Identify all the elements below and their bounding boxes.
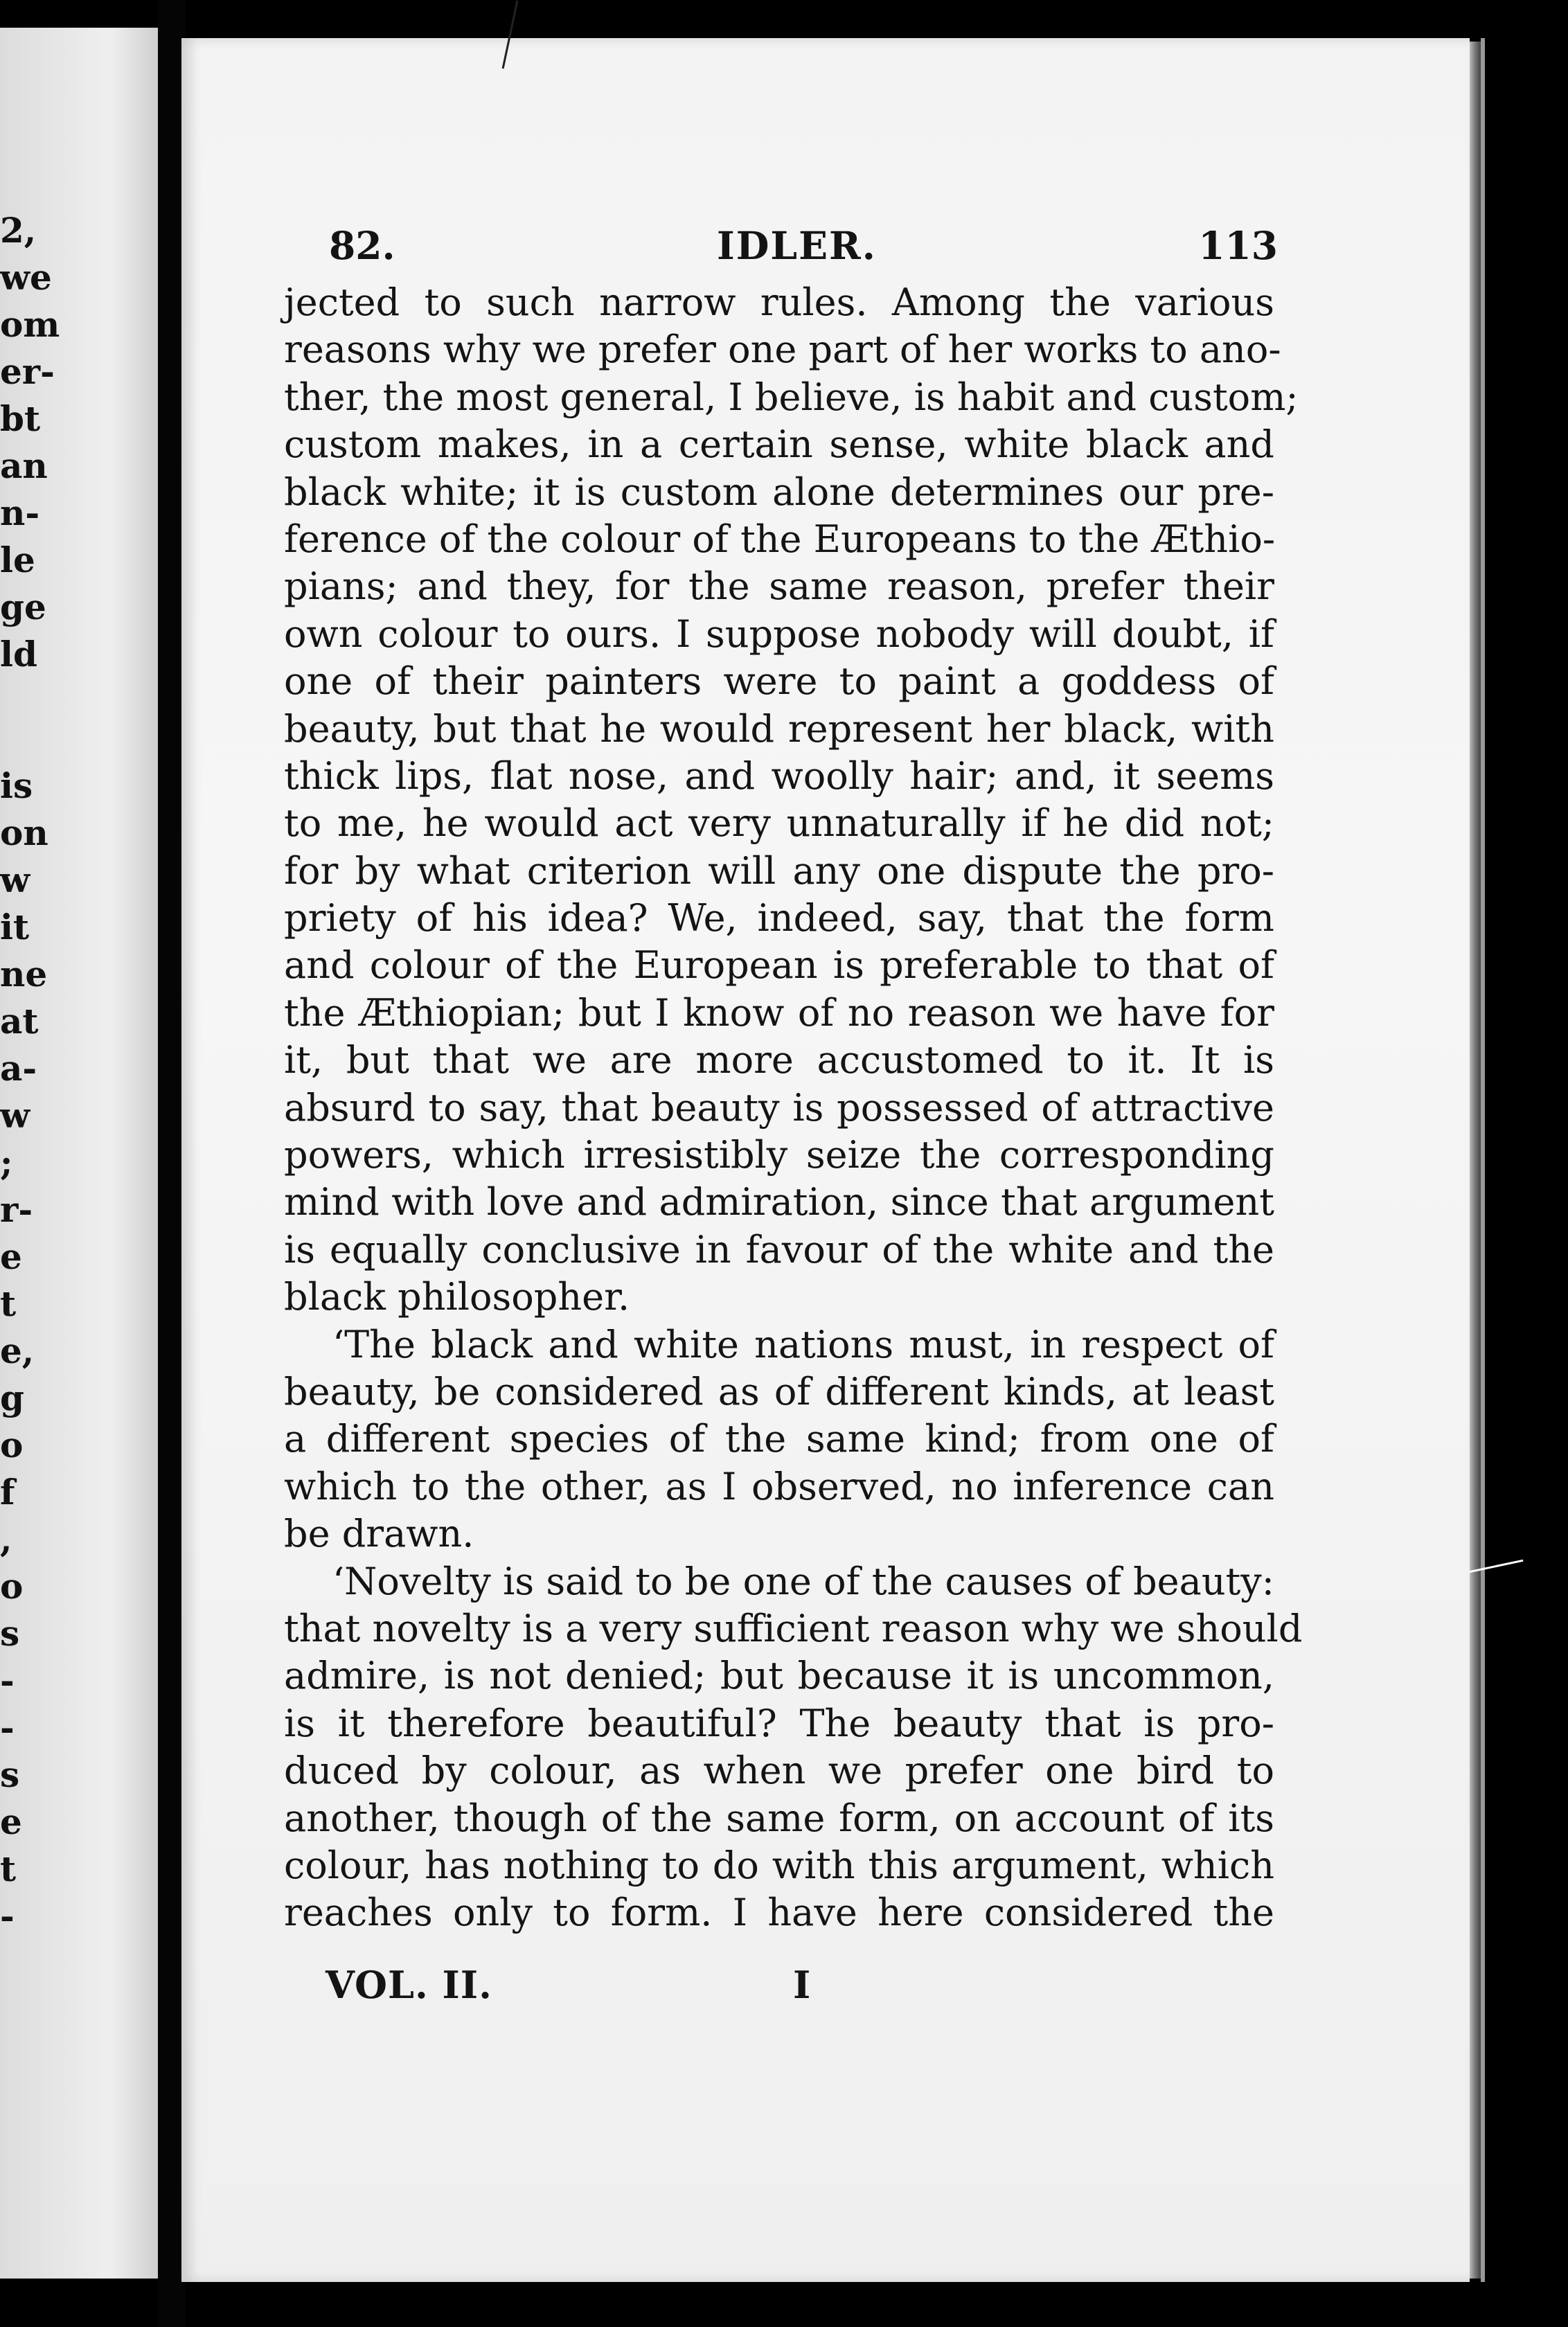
left-page-text-fragment: we — [0, 257, 52, 298]
running-head-number: 82. — [329, 223, 395, 268]
page-edge — [1470, 42, 1481, 2279]
left-page-text-fragment: g — [0, 1378, 24, 1418]
left-page-text-fragment: n- — [0, 492, 40, 533]
left-page-text-fragment: om — [0, 304, 60, 345]
signature-line — [326, 1963, 810, 2018]
left-page-text-fragment: at — [0, 1001, 39, 1042]
volume-label: VOL. II. — [326, 1963, 492, 2007]
text-line: another, though of the same form, on account of its — [284, 1796, 1274, 1840]
page-number: 113 — [1198, 223, 1278, 268]
left-page-text-fragment: is — [0, 765, 33, 806]
text-line: custom makes, in a certain sense, white black and — [284, 422, 1274, 467]
text-line: it, but that we are more accustomed to it. It is — [284, 1038, 1274, 1082]
text-line: priety of his idea? We, indeed, say, that the form — [284, 896, 1274, 940]
text-line: ther, the most general, I believe, is habit and custom; — [284, 375, 1299, 419]
left-page-text-fragment: f — [0, 1472, 15, 1513]
left-page-text-fragment: ; — [0, 1142, 13, 1183]
text-line: beauty, but that he would represent her black, with — [284, 706, 1274, 751]
running-head-title: IDLER. — [717, 223, 877, 268]
text-line: to me, he would act very unnaturally if he did not; — [284, 801, 1274, 846]
running-head — [329, 223, 1278, 271]
left-page-text-fragment: s — [0, 1613, 20, 1654]
left-page-fragment — [0, 28, 158, 2279]
left-page-text-fragment: le — [0, 540, 35, 580]
text-line: one of their painters were to paint a goddess of — [284, 659, 1274, 704]
text-line: black philosopher. — [284, 1275, 630, 1319]
left-page-text-fragment: e — [0, 1236, 22, 1277]
text-line: reasons why we prefer one part of her works to ano- — [284, 328, 1281, 372]
text-line: and colour of the European is preferable to that of — [284, 943, 1274, 988]
text-line: that novelty is a very sufficient reason why we should — [284, 1606, 1303, 1650]
text-line: a different species of the same kind; from one of — [284, 1417, 1274, 1461]
text-line: absurd to say, that beauty is possessed of attractive — [284, 1085, 1274, 1130]
text-line: ference of the colour of the Europeans to the Æthio- — [284, 517, 1276, 561]
left-page-text-fragment: ne — [0, 954, 48, 995]
left-page-text-fragment: a- — [0, 1048, 37, 1089]
text-line: be drawn. — [284, 1512, 474, 1556]
page-edge — [1481, 38, 1485, 2282]
left-page-text-fragment: an — [0, 445, 48, 486]
left-page-text-fragment: t — [0, 1283, 17, 1324]
text-line: own colour to ours. I suppose nobody will doubt, if — [284, 612, 1274, 656]
left-page-text-fragment: bt — [0, 398, 41, 439]
left-page-text-fragment: t — [0, 1848, 17, 1889]
left-page-text-fragment: 2, — [0, 210, 37, 251]
left-page-text-fragment: r- — [0, 1189, 33, 1230]
left-page-text-fragment: er- — [0, 351, 55, 392]
left-page-text-fragment: ge — [0, 587, 46, 627]
left-page-text-fragment: w — [0, 1095, 30, 1136]
text-line: black white; it is custom alone determines our pre- — [284, 470, 1274, 514]
left-page-text-fragment: e, — [0, 1330, 35, 1371]
signature-mark: I — [793, 1963, 811, 2007]
left-page-text-fragment: o — [0, 1566, 24, 1607]
text-line: mind with love and admiration, since that argument — [284, 1180, 1274, 1224]
text-line: jected to such narrow rules. Among the various — [284, 280, 1274, 324]
left-page-text-fragment: , — [0, 1519, 12, 1560]
text-line: for by what criterion will any one dispute the pro- — [284, 848, 1274, 893]
text-line: thick lips, flat nose, and woolly hair; and, it seems — [284, 754, 1274, 798]
text-line: which to the other, as I observed, no inference can — [284, 1464, 1274, 1508]
text-line: colour, has nothing to do with this argument, which — [284, 1843, 1274, 1887]
text-line: the Æthiopian; but I know of no reason we have for — [284, 990, 1274, 1035]
left-page-text-fragment: it — [0, 907, 30, 947]
text-line: admire, is not denied; but because it is uncommon, — [284, 1654, 1274, 1698]
text-line: duced by colour, as when we prefer one bird to — [284, 1749, 1274, 1793]
left-page-text-fragment: w — [0, 859, 30, 900]
left-page-text-fragment: e — [0, 1801, 22, 1842]
text-line: pians; and they, for the same reason, prefer their — [284, 564, 1274, 609]
left-page-text-fragment: - — [0, 1660, 15, 1701]
left-page-text-fragment: - — [0, 1896, 15, 1936]
text-line: ‘Novelty is said to be one of the causes of beauty: — [332, 1559, 1274, 1603]
text-line: powers, which irresistibly seize the corresponding — [284, 1133, 1274, 1177]
body-text — [284, 279, 1303, 1937]
left-page-text-fragment: s — [0, 1754, 20, 1795]
left-page-text-fragment: on — [0, 812, 48, 853]
text-line: is equally conclusive in favour of the white and the — [284, 1227, 1274, 1272]
text-line: is it therefore beautiful? The beauty that is pro- — [284, 1701, 1274, 1745]
left-page-text-fragment: o — [0, 1425, 24, 1465]
text-line: beauty, be considered as of different kinds, at least — [284, 1369, 1274, 1414]
text-line: ‘The black and white nations must, in respect of — [332, 1322, 1274, 1366]
left-page-text-fragment: - — [0, 1707, 15, 1748]
left-page-text-fragment: ld — [0, 634, 37, 675]
text-line: reaches only to form. I have here considered the — [284, 1891, 1274, 1935]
